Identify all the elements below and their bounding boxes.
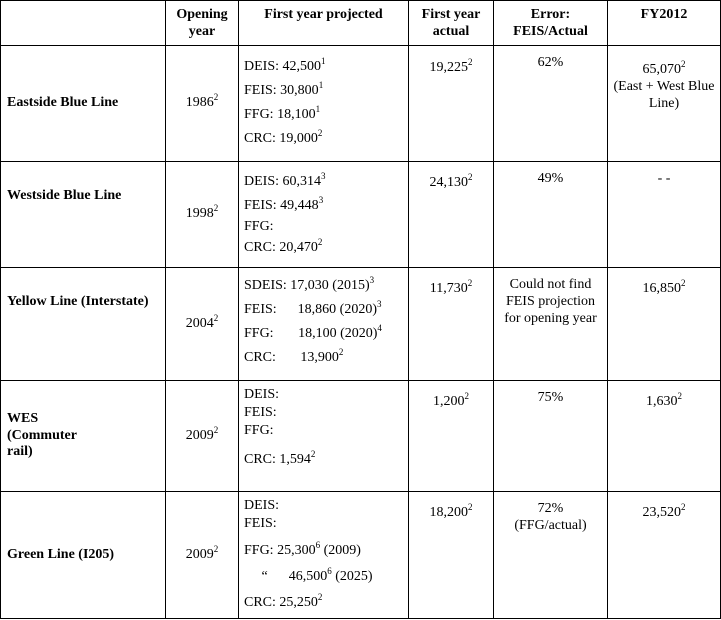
projected-item: FFG: 25,300$^6$ (2009) bbox=[244, 540, 361, 558]
projected-item: CRC: 1,594$^2$ bbox=[244, 449, 316, 467]
header-line bbox=[1, 1, 166, 46]
header-row bbox=[1, 1, 721, 46]
first-year-actual: 11,730$^2$ bbox=[409, 268, 494, 381]
row-name: Yellow Line (Interstate) bbox=[1, 268, 166, 381]
fy2012-value: 23,520$^2$ bbox=[608, 492, 721, 619]
header-opening-year: Opening year bbox=[166, 1, 239, 46]
first-year-actual: 24,130$^2$ bbox=[409, 162, 494, 268]
table-row bbox=[1, 268, 721, 381]
projected-item: FEIS: bbox=[244, 516, 277, 531]
opening-year: 2004$^2$ bbox=[166, 268, 239, 381]
projected-item: FFG: bbox=[244, 423, 274, 438]
table-row bbox=[1, 492, 721, 619]
row-name: Westside Blue Line bbox=[1, 162, 166, 268]
error-value: 75% bbox=[494, 381, 608, 492]
fy2012-value: 1,630$^2$ bbox=[608, 381, 721, 492]
row-name: Green Line (I205) bbox=[1, 492, 166, 619]
error-value: 72% (FFG/actual) bbox=[494, 492, 608, 619]
error-value: Could not find FEIS projection for opening year bbox=[494, 268, 608, 381]
projected-item: FFG: 18,100$^1$ bbox=[244, 104, 321, 122]
opening-year: 1986$^2$ bbox=[166, 46, 239, 162]
first-year-actual: 1,200$^2$ bbox=[409, 381, 494, 492]
projected-list bbox=[239, 162, 409, 268]
opening-year: 2009$^2$ bbox=[166, 492, 239, 619]
projected-item: CRC: 19,000$^2$ bbox=[244, 128, 323, 146]
projected-list bbox=[239, 492, 409, 619]
header-first-year-projected: First year projected bbox=[239, 1, 409, 46]
error-value: 49% bbox=[494, 162, 608, 268]
projected-item: CRC: 25,250$^2$ bbox=[244, 592, 323, 610]
opening-year: 1998$^2$ bbox=[166, 162, 239, 268]
projected-item: “ 46,500$^6$ (2025) bbox=[244, 566, 373, 584]
header-first-year-actual: First year actual bbox=[409, 1, 494, 46]
projected-item: FEIS: bbox=[244, 405, 277, 420]
projected-item: DEIS: 60,314$^3$ bbox=[244, 171, 326, 189]
projected-item: FEIS: 30,800$^1$ bbox=[244, 80, 324, 98]
projected-item: DEIS: bbox=[244, 387, 279, 402]
projected-item: FFG: bbox=[244, 219, 274, 234]
projected-item: CRC: 20,470$^2$ bbox=[244, 237, 323, 255]
opening-year: 2009$^2$ bbox=[166, 381, 239, 492]
row-name: WES (Commuter rail) bbox=[1, 381, 166, 492]
fy2012-value: 16,850$^2$ bbox=[608, 268, 721, 381]
projected-item: FEIS: 49,448$^3$ bbox=[244, 195, 324, 213]
table-row bbox=[1, 381, 721, 492]
table-row bbox=[1, 46, 721, 162]
projected-list bbox=[239, 46, 409, 162]
error-value: 62% bbox=[494, 46, 608, 162]
projected-item: FFG: 18,100 $(2020)^4$ bbox=[244, 323, 382, 341]
fy2012-value: - - bbox=[608, 162, 721, 268]
header-error: Error: FEIS/Actual bbox=[494, 1, 608, 46]
projected-item: DEIS: 42,500$^1$ bbox=[244, 56, 326, 74]
first-year-actual: 19,225$^2$ bbox=[409, 46, 494, 162]
projected-item: CRC: 13,900$^2$ bbox=[244, 347, 344, 365]
projected-item: FEIS: 18,860 $(2020)^3$ bbox=[244, 299, 382, 317]
table-row bbox=[1, 162, 721, 268]
projected-list bbox=[239, 381, 409, 492]
projected-item: SDEIS: 17,030 $(2015)^3$ bbox=[244, 275, 375, 293]
header-fy2012: FY2012 bbox=[608, 1, 721, 46]
first-year-actual: 18,200$^2$ bbox=[409, 492, 494, 619]
projected-list bbox=[239, 268, 409, 381]
projected-item: DEIS: bbox=[244, 498, 279, 513]
fy2012-value: 65,070$^2$ (East + West Blue Line) bbox=[608, 46, 721, 162]
row-name: Eastside Blue Line bbox=[1, 46, 166, 162]
